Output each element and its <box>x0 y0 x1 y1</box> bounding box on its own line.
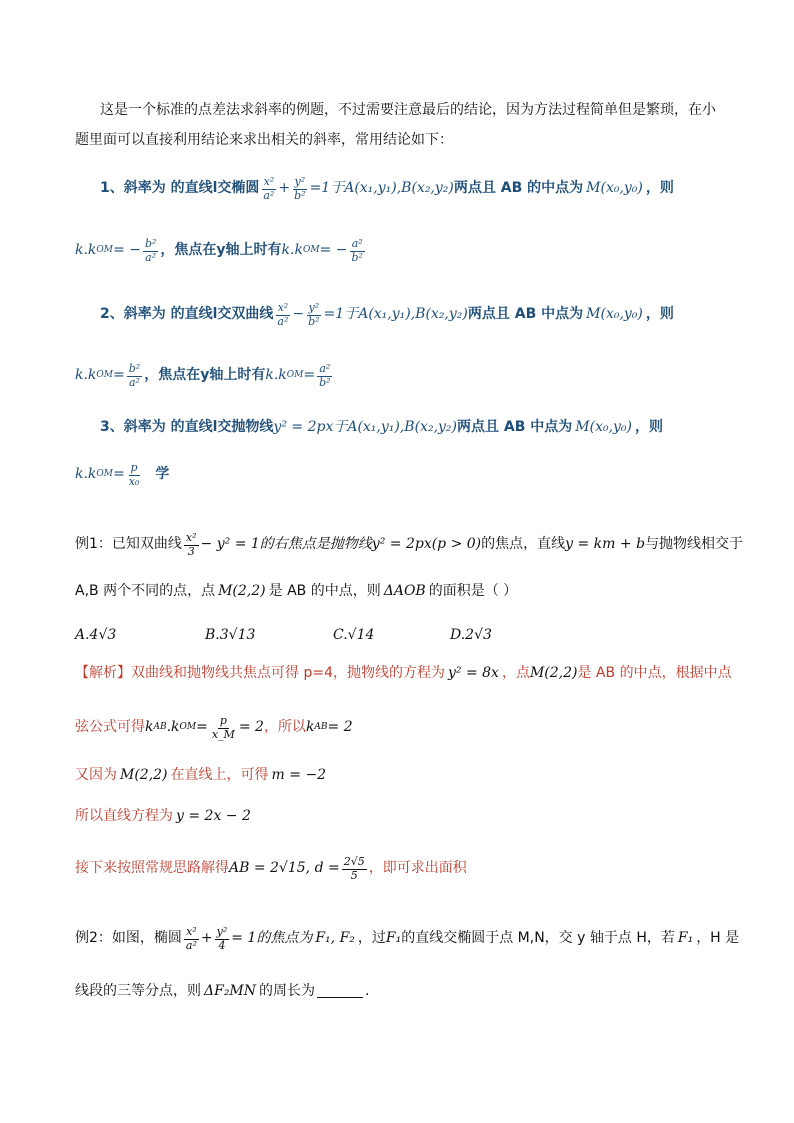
solution-line-4: 所以直线方程为 y = 2x − 2 <box>75 808 251 824</box>
ex2-frac-y: $\frac{\text{y²}}{4}$ <box>216 925 228 952</box>
c2-note: ，焦点在y轴上时有 <box>144 367 266 384</box>
c2-eq: =1于A(x₁,y₁),B(x₂,y₂) <box>323 306 468 323</box>
c2-frac-a2b2: $\frac{\text{a²}}{\text{b²}}$ <box>319 362 331 389</box>
c3-eq: y² = 2px <box>273 419 334 435</box>
c1-frac-y: $\frac{\text{y²}}{\text{b²}}$ <box>294 175 306 202</box>
example-2-line-2: 线段的三等分点，则 ΔF₂MN 的周长为 . <box>75 983 370 999</box>
sol-frac-d: $\frac{2√5}{5}$ <box>343 855 365 882</box>
solution-line-2: 弦公式可得 k AB .k OM = $\frac{p}{x\_M}$ = 2 ，所以 k AB = 2 <box>75 714 353 741</box>
c2-frac-x: $\frac{\text{x²}}{\text{a²}}$ <box>277 301 289 328</box>
ex1-frac: $\frac{\text{x²}}{3}$ <box>185 531 197 558</box>
solution-line-3: 又因为 M(2,2) 在直线上，可得 m = −2 <box>75 767 327 783</box>
c1-end: ，则 <box>645 180 674 197</box>
intro-line-1: 这是一个标准的点差法求斜率的例题，不过需要注意最后的结论，因为方法过程简单但是繁琐，在小 <box>100 102 716 118</box>
option-d: D.2√3 <box>450 627 492 643</box>
c3-frac-px0: $\frac{p}{\text{x₀}}$ <box>128 461 140 488</box>
solution-line-1: 【解析】 双曲线和抛物线共焦点可得 p=4，抛物线的方程为 y² = 8x ，点 M(2,2) 是 AB 的中点，根据中点 <box>75 665 732 681</box>
conclusion-2-formula: k.k OM = $\frac{\text{b²}}{\text{a²}}$ ，焦点在y轴上时有 k.k OM = $\frac{\text{a²}}{\text{b²}}$ <box>75 362 331 389</box>
conclusion-3-formula: k.k OM = $\frac{p}{\text{x₀}}$ 学 <box>75 461 170 488</box>
example-2-line-1: 例2：如图，椭圆 $\frac{\text{x²}}{\text{a²}}$ + $\frac{\text{y²}}{4}$ = 1的焦点为 F₁, F₂ ，过 F₁ 的直线交椭圆于点 M,N，交 y 轴于点 H，若 F₁ ，H 是 <box>75 925 740 952</box>
conclusion-2-line: 2、斜率为 的直线l交双曲线 $\frac{\text{x²}}{\text{a²}}$ − $\frac{\text{y²}}{\text{b²}}$ =1于A(x₁,y₁),B(x₂,y₂) 两点且 AB 中点为 M(x₀,y₀) ，则 <box>100 301 674 328</box>
c2-frac-b2a2: $\frac{\text{b²}}{\text{a²}}$ <box>128 362 141 389</box>
c2-frac-y: $\frac{\text{y²}}{\text{b²}}$ <box>308 301 320 328</box>
option-b: B.3√13 <box>205 627 256 643</box>
c3-m0: M(x₀,y₀) <box>575 419 633 435</box>
solution-line-5: 接下来按照常规思路解得 AB = 2√15, d = $\frac{2√5}{5}$ ，即可求出面积 <box>75 855 467 882</box>
ex2-frac-x: $\frac{\text{x²}}{\text{a²}}$ <box>185 925 197 952</box>
c2-m0: M(x₀,y₀) <box>586 306 643 323</box>
option-a: A.4√3 <box>75 627 117 643</box>
c1-frac-a2b2: $\frac{\text{a²}}{\text{b²}}$ <box>351 237 363 264</box>
intro-line-2: 题里面可以直接利用结论来求出相关的斜率，常用结论如下： <box>75 132 453 148</box>
c3-mid: 两点且 AB 中点为 <box>457 419 573 435</box>
c2-end: ，则 <box>645 306 674 323</box>
c3-lead: 3、斜率为 的直线l交抛物线 <box>100 419 274 435</box>
c1-mid: 两点且 AB 的中点为 <box>453 180 584 197</box>
c3-tail: 学 <box>155 466 170 483</box>
c3-ptxt: 于A(x₁,y₁),B(x₂,y₂) <box>333 419 457 435</box>
c1-note: ，焦点在y轴上时有 <box>160 242 282 259</box>
c1-m0: M(x₀,y₀) <box>586 180 643 197</box>
c1-lead: 1、斜率为 的直线l交椭圆 <box>100 180 260 197</box>
conclusion-3-line <box>100 420 663 435</box>
c1-eq: =1于A(x₁,y₁),B(x₂,y₂) <box>309 180 454 197</box>
c1-frac-b2a2: $\frac{\text{b²}}{\text{a²}}$ <box>144 237 157 264</box>
c2-lead: 2、斜率为 的直线l交双曲线 <box>100 306 274 323</box>
example-1-line-2: A,B 两个不同的点，点 M(2,2) 是 AB 的中点，则 ΔAOB 的面积是（ ） <box>75 583 518 599</box>
answer-blank[interactable] <box>317 985 363 998</box>
solution-tag: 【解析】 <box>75 665 131 681</box>
option-c: C.√14 <box>333 627 375 643</box>
c1-frac-x: $\frac{\text{x²}}{\text{a²}}$ <box>263 175 275 202</box>
c2-mid: 两点且 AB 中点为 <box>467 306 584 323</box>
c3-end: ，则 <box>635 419 664 435</box>
conclusion-1-line: 1、斜率为 的直线l交椭圆 $\frac{\text{x²}}{\text{a²}}$ + $\frac{\text{y²}}{\text{b²}}$ =1于A(x₁,y₁),B(x₂,y₂) 两点且 AB 的中点为 M(x₀,y₀) ，则 <box>100 175 674 202</box>
sol-frac-pxm: $\frac{p}{x\_M}$ <box>211 714 235 741</box>
example-1-line-1: 例1：已知双曲线 $\frac{\text{x²}}{3}$ − y² = 1的右焦点是抛物线 y² = 2px(p > 0) 的焦点，直线 y = km + b 与抛物线相交于 <box>75 531 744 558</box>
conclusion-1-formula: k.k OM = − $\frac{\text{b²}}{\text{a²}}$ ，焦点在y轴上时有 k.k OM = − $\frac{\text{a²}}{\text{b²}}$ <box>75 237 363 264</box>
